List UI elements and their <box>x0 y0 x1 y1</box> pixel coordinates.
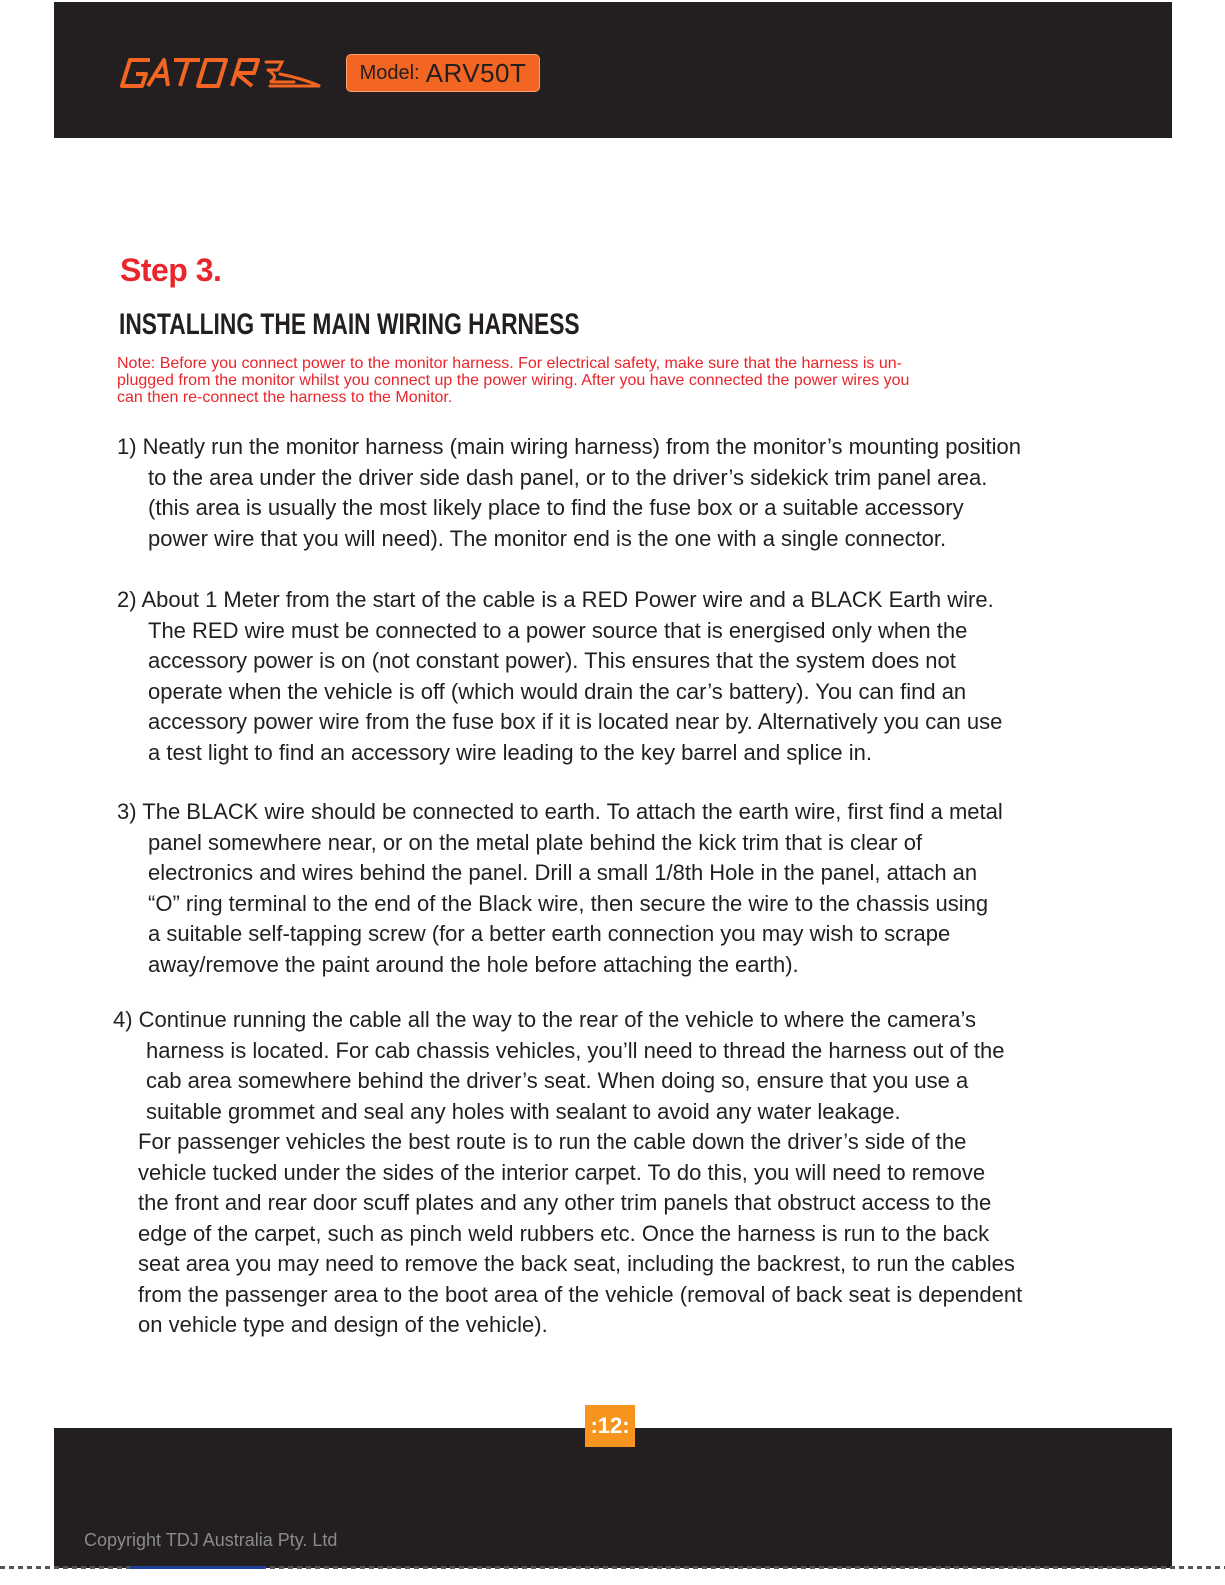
instruction-line: accessory power is on (not constant power). This ensures that the system does not <box>148 648 956 673</box>
instruction-line: The RED wire must be connected to a power source that is energised only when the <box>148 617 968 643</box>
page-edge-marker <box>130 1566 265 1569</box>
instruction-line: “O” ring terminal to the end of the Black wire, then secure the wire to the chassis using <box>148 890 989 916</box>
instruction-line: power wire that you will need). The monitor end is the one with a single connector. <box>148 525 947 551</box>
instruction-line: 3) The BLACK wire should be connected to earth. To attach the earth wire, first find a metal <box>117 799 1003 824</box>
instruction-line: a suitable self-tapping screw (for a better earth connection you may wish to scrape <box>148 921 951 946</box>
instruction-line: edge of the carpet, such as pinch weld rubbers etc. Once the harness is run to the back <box>138 1220 990 1246</box>
instruction-line: 4) Continue running the cable all the way to the rear of the vehicle to where the camera’s <box>113 1007 976 1032</box>
note-line: Note: Before you connect power to the monitor harness. For electrical safety, make sure that the harness is un- <box>117 355 902 372</box>
copyright-text: Copyright TDJ Australia Pty. Ltd <box>84 1530 338 1550</box>
note-line: can then re-connect the harness to the Monitor. <box>117 389 453 406</box>
model-label: Model: <box>359 61 420 84</box>
instruction-line: (this area is usually the most likely place to find the fuse box or a suitable accessory <box>148 495 964 520</box>
instruction-3 <box>117 797 1127 980</box>
instruction-2 <box>117 585 1127 768</box>
instruction-line: a test light to find an accessory wire leading to the key barrel and splice in. <box>148 739 872 765</box>
instruction-line: accessory power wire from the fuse box if it is located near by. Alternatively you can use <box>148 709 1003 734</box>
section-title: INSTALLING THE MAIN WIRING HARNESS <box>119 308 580 341</box>
instruction-line: electronics and wires behind the panel. Drill a small 1/8th Hole in the panel, attach an <box>148 860 978 885</box>
instruction-line: For passenger vehicles the best route is to run the cable down the driver’s side of the <box>138 1129 967 1154</box>
instruction-line: vehicle tucked under the sides of the interior carpet. To do this, you will need to remove <box>138 1159 986 1185</box>
instruction-line: 2) About 1 Meter from the start of the cable is a RED Power wire and a BLACK Earth wire. <box>117 587 994 612</box>
page-number: :12: <box>585 1405 635 1447</box>
model-value: ARV50T <box>425 57 527 88</box>
instruction-line: harness is located. For cab chassis vehicles, you’ll need to thread the harness out of the <box>146 1037 1005 1063</box>
instruction-line: cab area somewhere behind the driver’s seat. When doing so, ensure that you use a <box>146 1068 969 1093</box>
model-badge <box>346 54 540 92</box>
gator-logo <box>120 52 325 92</box>
instruction-line: operate when the vehicle is off (which would drain the car’s battery). You can find an <box>148 678 967 704</box>
step-heading: Step 3. <box>120 252 222 288</box>
instruction-1 <box>117 432 1127 554</box>
instruction-line: 1) Neatly run the monitor harness (main wiring harness) from the monitor’s mounting position <box>117 434 1022 459</box>
instruction-line: seat area you may need to remove the back seat, including the backrest, to run the cables <box>138 1251 1015 1276</box>
instruction-line: to the area under the driver side dash panel, or to the driver’s sidekick trim panel area. <box>148 464 988 490</box>
instruction-line: on vehicle type and design of the vehicle). <box>138 1312 548 1337</box>
instruction-line: panel somewhere near, or on the metal plate behind the kick trim that is clear of <box>148 829 923 855</box>
instruction-4 <box>113 1005 1123 1341</box>
instruction-line: from the passenger area to the boot area of the vehicle (removal of back seat is dependent <box>138 1281 1023 1307</box>
safety-note <box>117 355 1107 406</box>
note-line: plugged from the monitor whilst you connect up the power wiring. After you have connected the power wires you <box>117 372 910 389</box>
instruction-line: the front and rear door scuff plates and any other trim panels that obstruct access to the <box>138 1190 992 1215</box>
brand-name: GATOR <box>120 52 124 53</box>
instruction-line: suitable grommet and seal any holes with sealant to avoid any water leakage. <box>146 1098 901 1124</box>
instruction-line: away/remove the paint around the hole before attaching the earth). <box>148 951 799 977</box>
